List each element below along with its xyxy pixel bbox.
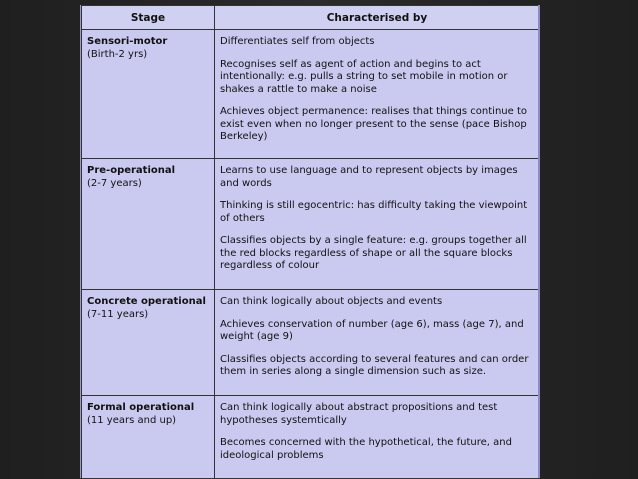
stage-name: Formal operational [87, 402, 195, 413]
stage-age: (2-7 years) [87, 177, 142, 189]
stage-age: (11 years and up) [87, 414, 177, 426]
characteristic-item: Becomes concerned with the hypothetical, the future, and ideological problems [220, 437, 512, 461]
stage-name: Concrete operational [87, 296, 206, 307]
table-right-border [538, 5, 540, 478]
stage-age: (Birth-2 yrs) [87, 48, 148, 60]
header-row [82, 6, 540, 30]
characteristics-cell [215, 30, 540, 159]
stage-name: Sensori-motor [87, 36, 168, 47]
piaget-stages-table-container [80, 5, 539, 478]
table-row [82, 30, 540, 159]
characteristic-item: Can think logically about objects and events [220, 296, 443, 307]
header-characterised-by: Characterised by [215, 6, 540, 30]
stage-name: Pre-operational [87, 165, 176, 176]
characteristic-item: Achieves conservation of number (age 6), mass (age 7), and weight (age 9) [220, 318, 524, 342]
stage-cell [82, 290, 215, 396]
characteristic-item: Thinking is still egocentric: has difficulty taking the viewpoint of others [220, 200, 528, 224]
characteristic-item: Can think logically about abstract propositions and test hypotheses systemtically [220, 402, 498, 426]
characteristics-cell [215, 159, 540, 290]
piaget-stages-table [81, 5, 540, 479]
characteristic-item: Classifies objects according to several features and can order them in series along a single dimension such as size. [220, 353, 529, 377]
table-row [82, 290, 540, 396]
characteristic-item: Learns to use language and to represent objects by images and words [220, 165, 518, 189]
characteristic-item: Classifies objects by a single feature: e.g. groups together all the red blocks regardless of shape or all the square blocks regardless of colour [220, 235, 527, 271]
characteristic-item: Recognises self as agent of action and begins to act intentionally: e.g. pulls a string to set mobile in motion or shakes a rattle to make a noise [220, 58, 508, 95]
characteristic-item: Achieves object permanence: realises that things continue to exist even when no longer present to the sense (pace Bishop Berkeley) [220, 106, 527, 142]
stage-cell [82, 30, 215, 159]
stage-cell [82, 159, 215, 290]
characteristics-cell [215, 396, 540, 479]
table-row [82, 396, 540, 479]
stage-age: (7-11 years) [87, 308, 149, 320]
header-stage: Stage [82, 6, 215, 30]
table-row [82, 159, 540, 290]
characteristic-item: Differentiates self from objects [220, 36, 375, 47]
characteristics-cell [215, 290, 540, 396]
stage-cell [82, 396, 215, 479]
